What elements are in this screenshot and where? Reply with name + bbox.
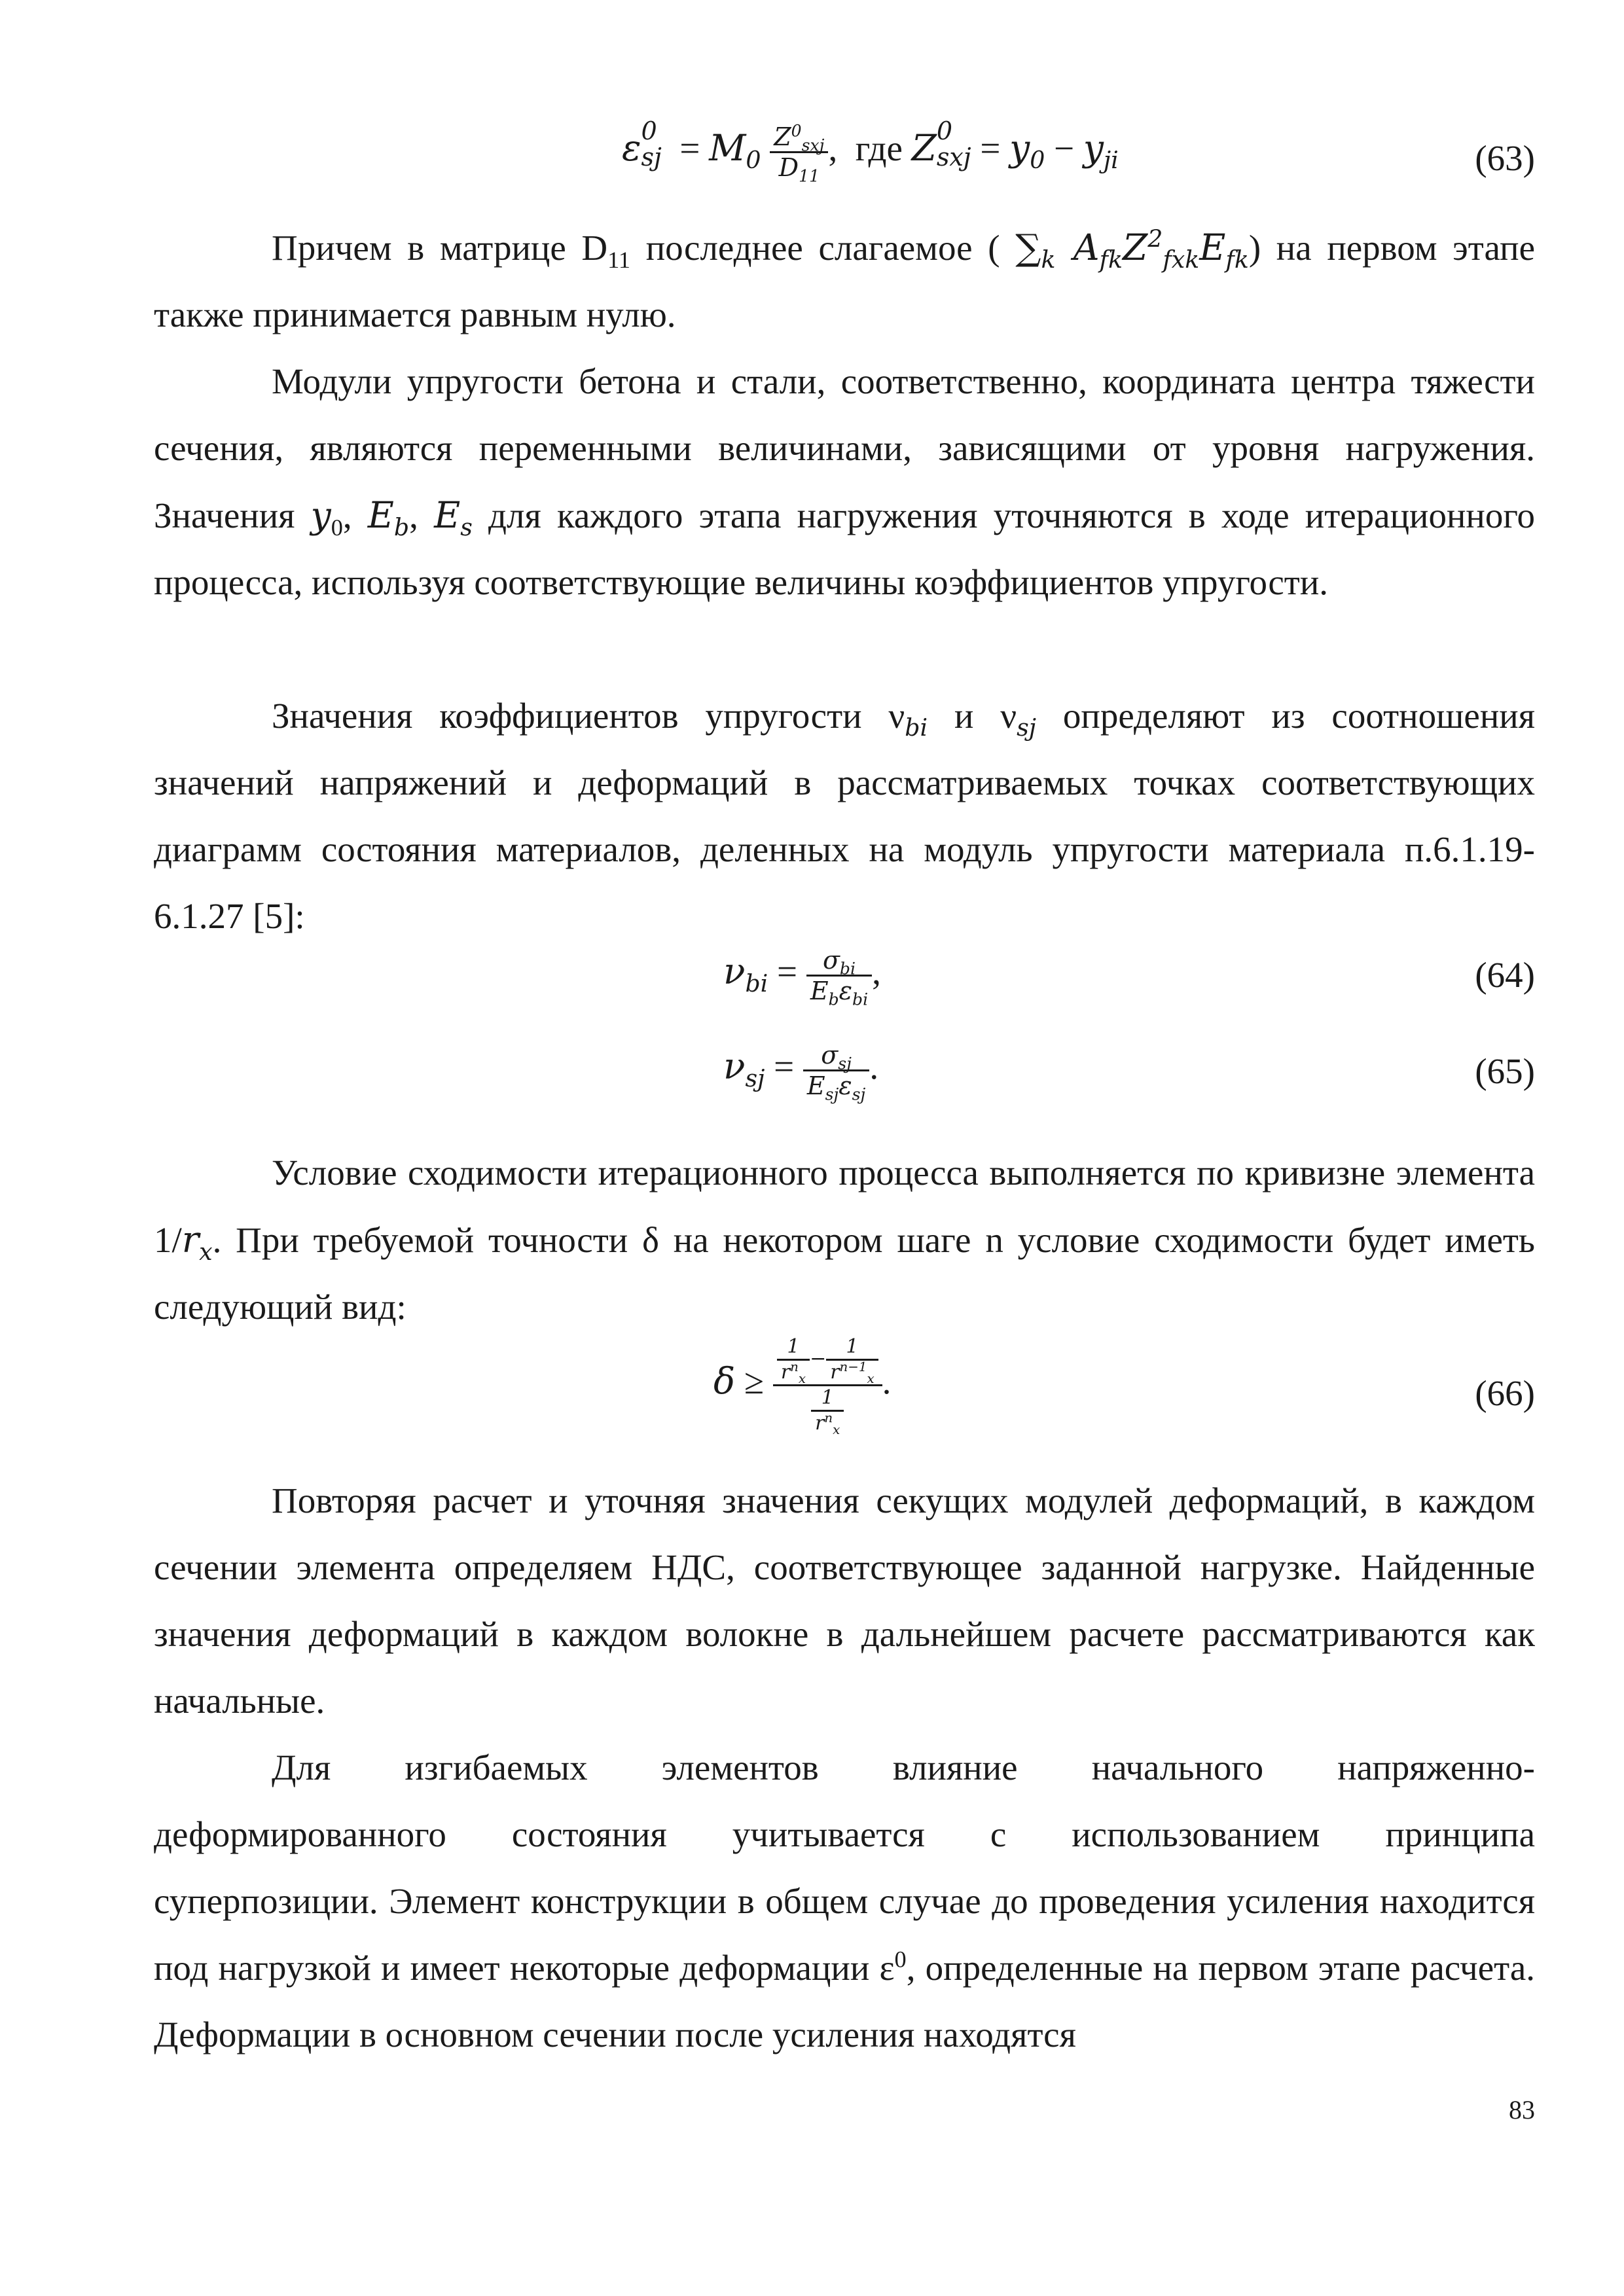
paragraph-3 xyxy=(154,683,1535,950)
where-word: где xyxy=(855,128,903,168)
p6-word: использованием xyxy=(1072,1814,1320,1854)
equation-66: δ ≥ $\frac{1}{r^n_x}$ − $\frac{1}{r^{n-1}_x}$ $\frac{1}{r^n_x}$ . xyxy=(713,1335,892,1437)
p6-word: Для xyxy=(272,1748,331,1787)
sum-expression: $\sum_k$ $A_{fk}Z^2_{fxk}E_{fk}$ xyxy=(1015,224,1249,274)
equation-64: $\nu_{bi}$ = $\frac{\sigma_{bi}}{E_b\varepsilon_{bi}}$ , xyxy=(723,946,881,1009)
p6-word: изгибаемых xyxy=(405,1748,588,1787)
paragraph-2: Модули упругости бетона и стали, соответственно, координата центра тяжести сечения, являются переменными величинами, зависящими от уровня нагружения. Значения $y_0$, $E_b$, $E_s$ для каждого этапа нагружения уточняются в ходе итерационного процесса, используя соответствующие величины коэффициентов упругости. xyxy=(154,361,1536,602)
p3-sub-sj: sj xyxy=(1017,713,1037,742)
equation-number-66: (66) xyxy=(1475,1373,1535,1413)
p6-text-b: , определенные на первом этапе расчета. Деформации в основном сечении после усиления находятся xyxy=(154,1948,1536,2054)
paragraph-1 xyxy=(154,214,1535,348)
p3-text-c: определяют из соотношения значений напряжений и деформаций в рассматриваемых точках соответствующих диаграмм состояния материалов, деленных на модуль упругости материала п.6.1.19-6.1.27 [5]: xyxy=(154,696,1535,936)
p6-text-a: суперпозиции. Элемент конструкции в общем случае до проведения усиления находится под нагрузкой и имеет некоторые деформации ε xyxy=(154,1881,1535,1988)
paragraph-6 xyxy=(154,1734,1535,2068)
p1-subscript: 11 xyxy=(607,247,631,273)
p6-word: влияние xyxy=(892,1748,1018,1787)
p6-word: состояния xyxy=(511,1814,667,1854)
p3-text-b: и ν xyxy=(928,696,1017,736)
paragraph-4 xyxy=(154,1139,1535,1340)
p6-word: учитывается xyxy=(732,1814,925,1854)
p1-text-d: также принимается равным нулю. xyxy=(154,295,676,334)
p3-sub-bi: bi xyxy=(905,713,928,742)
p1-text-c: ) на первом этапе xyxy=(1248,228,1536,268)
p6-word: напряженно- xyxy=(1337,1748,1535,1787)
page-number: 83 xyxy=(1509,2095,1535,2125)
p6-word: деформированного xyxy=(154,1814,446,1854)
p1-text-a: Причем в матрице D xyxy=(272,228,608,268)
p6-word: начального xyxy=(1091,1748,1264,1787)
p2-text-a: Модули упругости бетона и стали, соответственно, координата центра тяжести сечения, являются переменными величинами, зависящими от уровня нагружения. Значения xyxy=(154,361,1535,535)
equation-63: ε 0 sj = $M_0$ $\frac{Z^0_{sxj}}{D_{11}}$ , где Z 0 sxj = $y_0 - y_{ji}$ xyxy=(622,117,1119,186)
equation-number-65: (65) xyxy=(1475,1051,1535,1091)
equation-number-63: (63) xyxy=(1475,138,1535,178)
p6-superscript: 0 xyxy=(894,1946,907,1973)
p6-word: принципа xyxy=(1385,1814,1535,1854)
p6-word: элементов xyxy=(661,1748,819,1787)
equation-65: $\nu_{sj}$ = $\frac{\sigma_{sj}}{E_{sj}\varepsilon_{sj}}$ . xyxy=(723,1041,879,1104)
paragraph-5: Повторяя расчет и уточняя значения секущих модулей деформаций, в каждом сечении элемента определяем НДС, соответствующее заданной нагрузке. Найденные значения деформаций в каждом волокне в дальнейшем расчете рассматриваются как начальные. xyxy=(154,1480,1535,1721)
p1-text-b: последнее слагаемое ( xyxy=(630,228,1000,268)
equation-number-64: (64) xyxy=(1475,955,1535,995)
p4-r: r xyxy=(181,1219,200,1261)
p2-text-b: для каждого этапа нагружения уточняются в ходе итерационного процесса, используя соответствующие величины коэффициентов упругости. xyxy=(154,495,1536,602)
p4-x: x xyxy=(199,1238,213,1266)
p6-word: с xyxy=(990,1814,1007,1854)
p4-text-a: Условие сходимости итерационного процесса выполняется по кривизне элемента 1/ xyxy=(154,1153,1535,1260)
fraction: $\frac{Z^0_{sxj}}{D_{11}}$ xyxy=(770,122,828,182)
p3-text-a: Значения коэффициентов упругости ν xyxy=(272,696,905,736)
p4-text-b: . При требуемой точности δ на некотором шаге n условие сходимости будет иметь следующий вид: xyxy=(154,1220,1535,1327)
